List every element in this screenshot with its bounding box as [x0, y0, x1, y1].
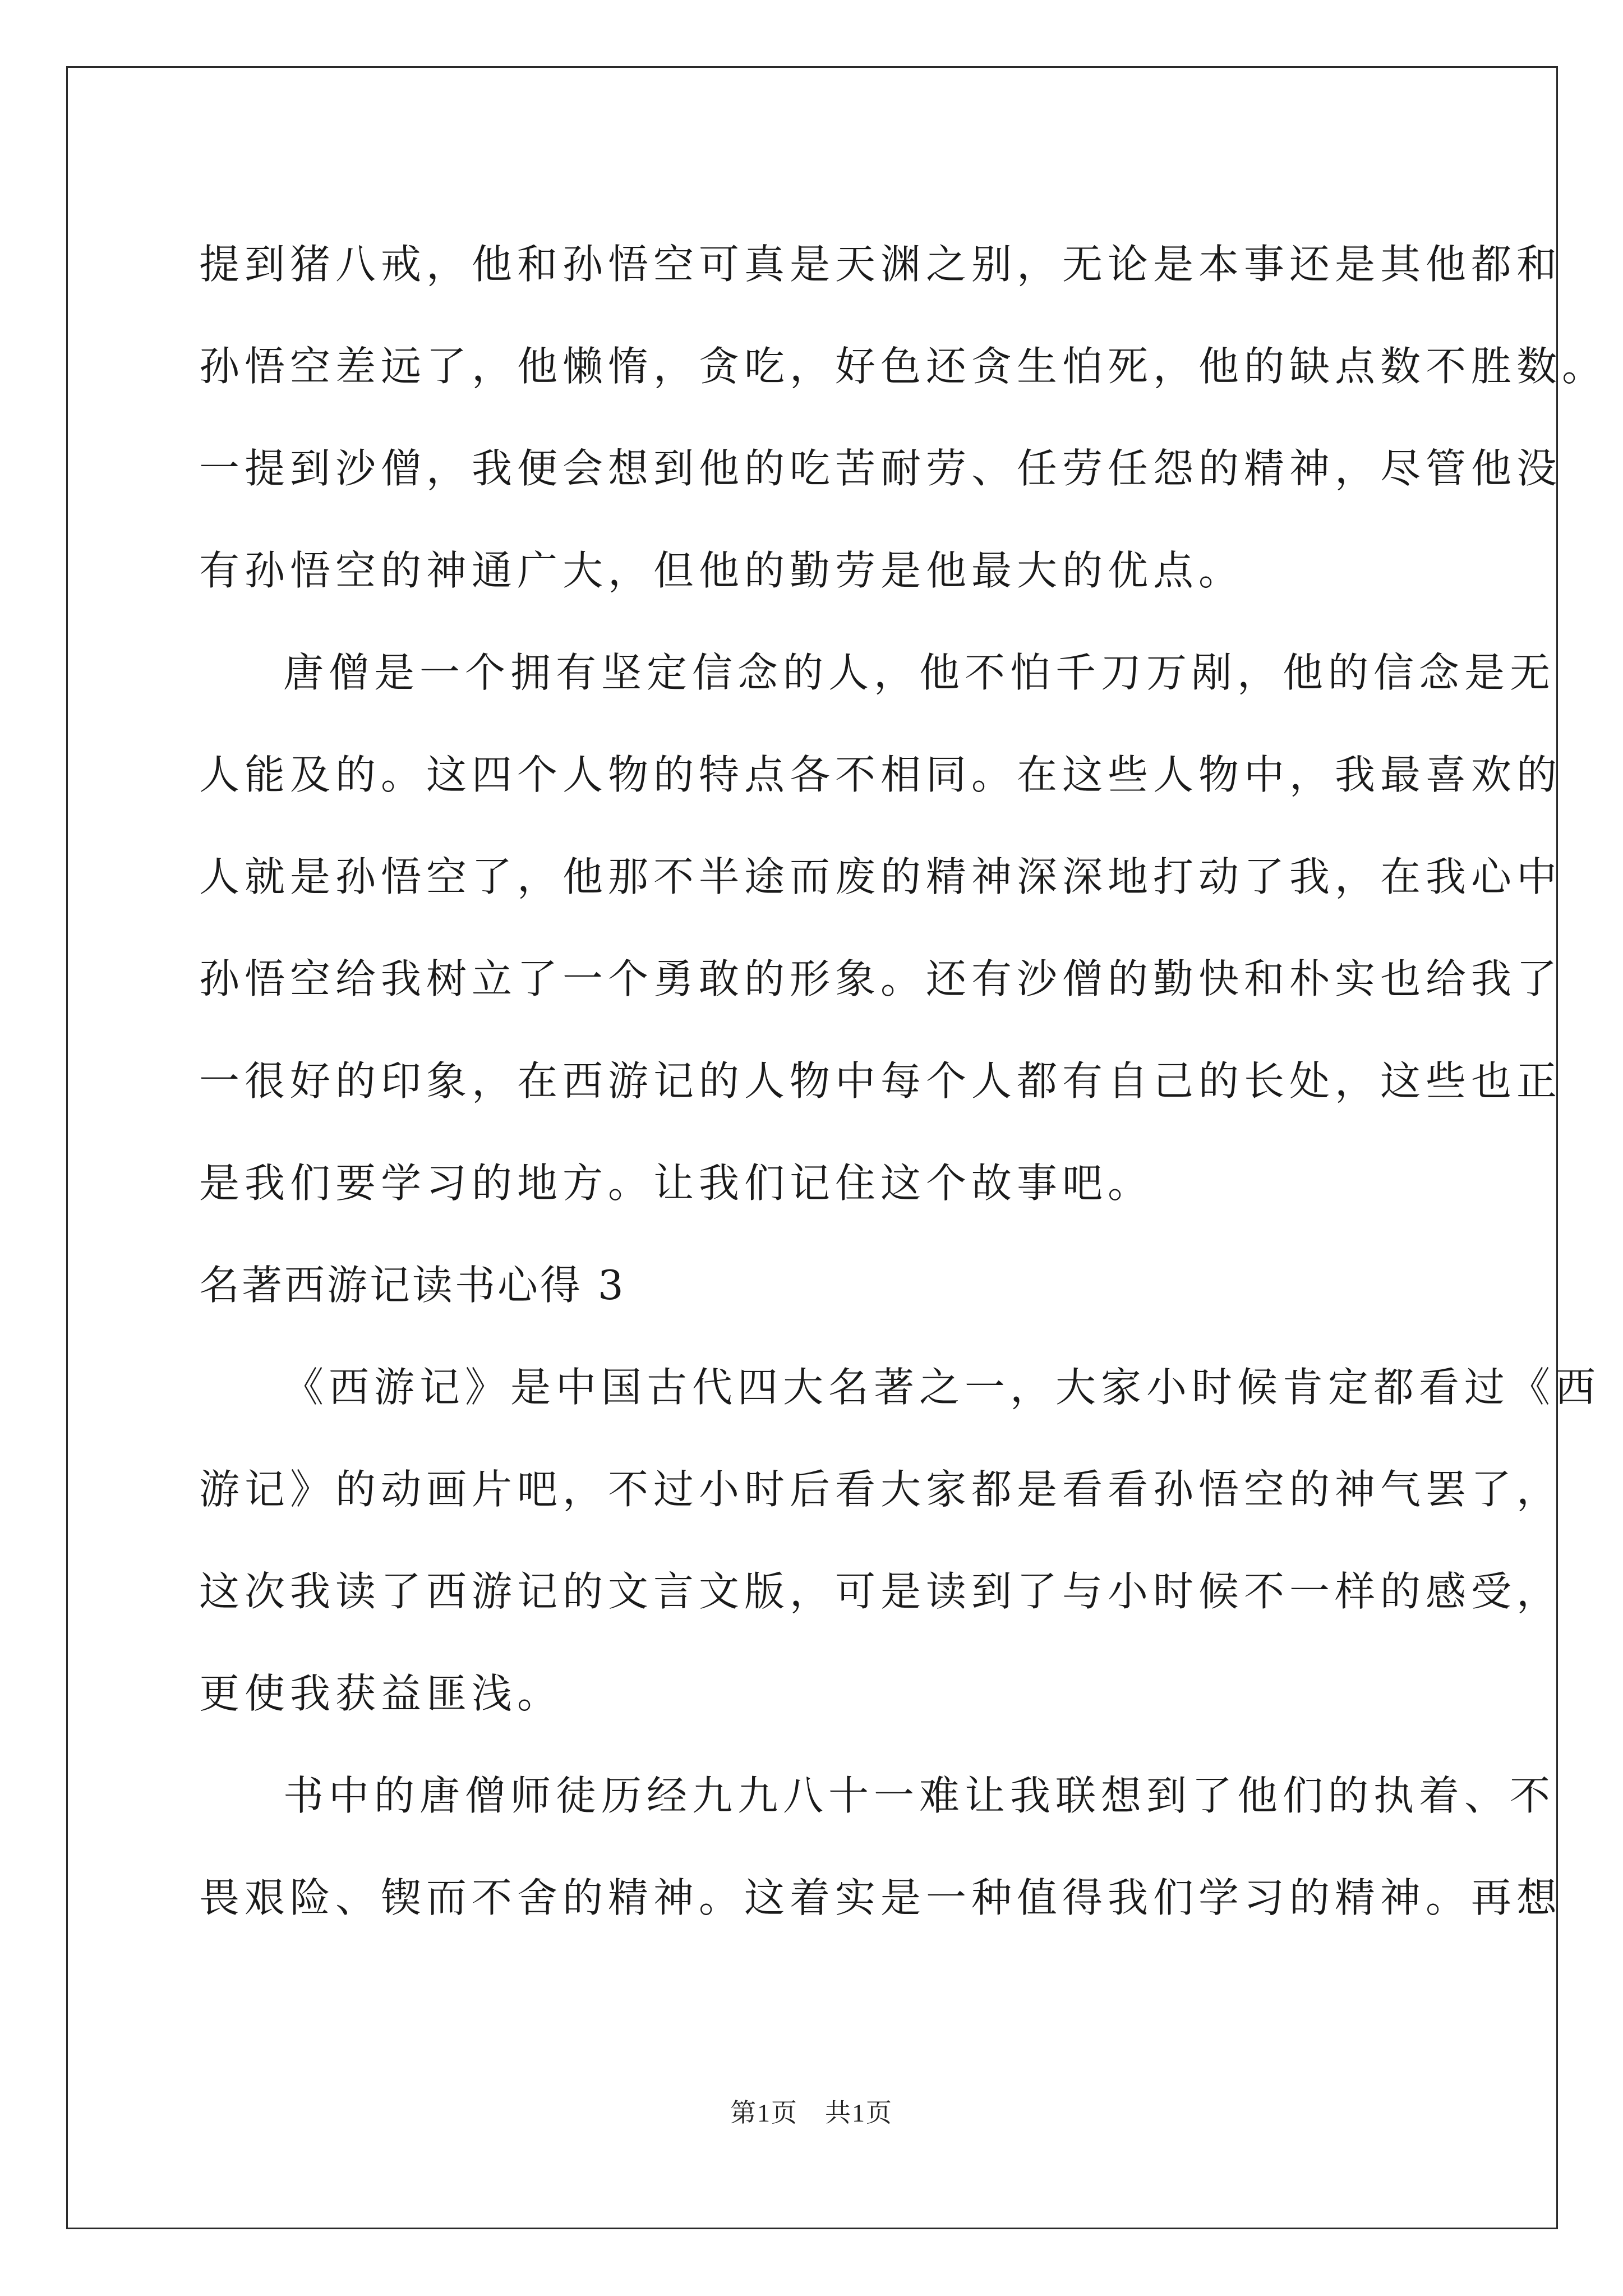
text-line: 孙悟空给我树立了一个勇敢的形象。还有沙僧的勤快和朴实也给我了	[199, 955, 1562, 1002]
text-line: 人能及的。这四个人物的特点各不相同。在这些人物中，我最喜欢的	[199, 751, 1562, 798]
paragraph-first-line: 书中的唐僧师徒历经九九八十一难让我联想到了他们的执着、不	[283, 1772, 1556, 1819]
text-line: 一提到沙僧，我便会想到他的吃苦耐劳、任劳任怨的精神，尽管他没	[199, 445, 1562, 492]
text-line: 一很好的印象，在西游记的人物中每个人都有自己的长处，这些也正	[199, 1057, 1562, 1105]
text-line: 孙悟空差远了，他懒惰，贪吃，好色还贪生怕死，他的缺点数不胜数。	[199, 343, 1608, 390]
text-line: 提到猪八戒，他和孙悟空可真是天渊之别，无论是本事还是其他都和	[199, 241, 1562, 288]
text-line: 更使我获益匪浅。	[199, 1670, 563, 1717]
text-line: 是我们要学习的地方。让我们记住这个故事吧。	[199, 1159, 1154, 1207]
document-body	[199, 213, 1608, 1949]
paragraph-first-line: 唐僧是一个拥有坚定信念的人，他不怕千刀万剐，他的信念是无	[283, 649, 1556, 696]
text-line: 游记》的动画片吧，不过小时后看大家都是看看孙悟空的神气罢了，	[199, 1466, 1562, 1513]
section-heading: 名著西游记读书心得 3	[199, 1262, 626, 1309]
text-line: 人就是孙悟空了，他那不半途而废的精神深深地打动了我，在我心中	[199, 853, 1562, 900]
text-line: 这次我读了西游记的文言文版，可是读到了与小时候不一样的感受，	[199, 1568, 1562, 1615]
text-line: 有孙悟空的神通广大，但他的勤劳是他最大的优点。	[199, 547, 1244, 594]
text-line: 畏艰险、锲而不舍的精神。这着实是一种值得我们学习的精神。再想	[199, 1874, 1562, 1921]
page-number-footer: 第1页 共1页	[730, 2099, 893, 2127]
paragraph-first-line: 《西游记》是中国古代四大名著之一，大家小时候肯定都看过《西	[283, 1364, 1601, 1411]
